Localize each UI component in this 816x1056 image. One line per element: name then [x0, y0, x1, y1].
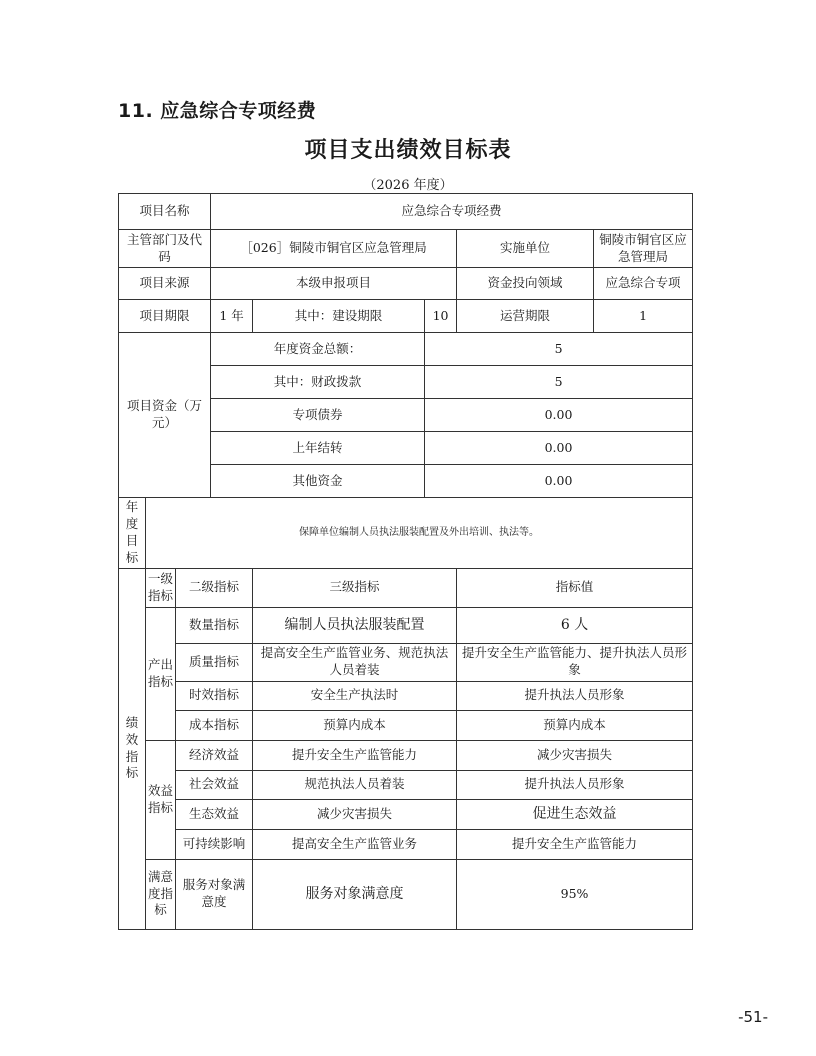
indicator-l3: 提高安全生产监管业务、规范执法人员着装	[253, 643, 457, 681]
indicator-l3: 规范执法人员着装	[253, 770, 457, 799]
source-label: 项目来源	[119, 268, 211, 300]
indicator-l3: 预算内成本	[253, 710, 457, 740]
indicator-l2: 数量指标	[176, 607, 253, 643]
page-title: 项目支出绩效目标表	[304, 138, 512, 163]
table-row	[119, 498, 693, 569]
table-row	[119, 230, 693, 268]
indicator-l2: 生态效益	[176, 799, 253, 829]
year-label: （2026 年度）	[363, 178, 453, 193]
build-label: 其中：建设期限	[253, 300, 425, 333]
table-row	[119, 740, 693, 770]
dept-label: 主管部门及代码	[119, 230, 211, 268]
benefit-label: 效益指标	[146, 740, 176, 859]
fund-row-value: 5	[425, 366, 693, 399]
indicator-l3: 服务对象满意度	[253, 859, 457, 929]
indicator-l2: 质量指标	[176, 643, 253, 681]
indicator-head-l2: 二级指标	[176, 568, 253, 607]
indicator-value: 促进生态效益	[457, 799, 693, 829]
table-row	[119, 829, 693, 859]
fund-row-label: 专项债券	[211, 399, 425, 432]
indicator-value: 95%	[457, 859, 693, 929]
table-row	[119, 194, 693, 230]
ops-label: 运营期限	[457, 300, 594, 333]
table-row	[119, 568, 693, 607]
period-label: 项目期限	[119, 300, 211, 333]
fund-row-label: 其中：财政拨款	[211, 366, 425, 399]
indicator-l3: 安全生产执法时	[253, 681, 457, 710]
fund-row-value: 0.00	[425, 399, 693, 432]
table-row	[119, 681, 693, 710]
indicator-l2: 时效指标	[176, 681, 253, 710]
direction-value: 应急综合专项	[594, 268, 693, 300]
table-row	[119, 770, 693, 799]
table-row	[119, 607, 693, 643]
direction-label: 资金投向领域	[457, 268, 594, 300]
table-row	[119, 799, 693, 829]
indicator-value: 预算内成本	[457, 710, 693, 740]
indicator-value: 提升执法人员形象	[457, 770, 693, 799]
indicator-l3: 减少灾害损失	[253, 799, 457, 829]
ops-value: 1	[594, 300, 693, 333]
fund-row-label: 上年结转	[211, 432, 425, 465]
table-row	[119, 643, 693, 681]
indicator-value: 减少灾害损失	[457, 740, 693, 770]
indicator-value: 提升执法人员形象	[457, 681, 693, 710]
fund-row-value: 0.00	[425, 465, 693, 498]
output-label: 产出指标	[146, 607, 176, 740]
project-name-value: 应急综合专项经费	[211, 194, 693, 230]
annual-goal-label: 年度目标	[119, 498, 146, 569]
impl-value: 铜陵市铜官区应急管理局	[594, 230, 693, 268]
table-row	[119, 300, 693, 333]
indicator-value: 提升安全生产监管能力	[457, 829, 693, 859]
section-title: 11. 应急综合专项经费	[118, 100, 317, 122]
table-row	[119, 268, 693, 300]
indicator-l3: 提升安全生产监管能力	[253, 740, 457, 770]
dept-value: ［026］铜陵市铜官区应急管理局	[211, 230, 457, 268]
indicator-l3: 编制人员执法服装配置	[253, 607, 457, 643]
indicator-value: 提升安全生产监管能力、提升执法人员形象	[457, 643, 693, 681]
indicator-outer-label: 绩效指标	[119, 568, 146, 929]
indicator-head-value: 指标值	[457, 568, 693, 607]
table-row	[119, 710, 693, 740]
performance-target-table	[118, 193, 693, 930]
fund-row-value: 0.00	[425, 432, 693, 465]
fund-row-label: 其他资金	[211, 465, 425, 498]
indicator-l2: 成本指标	[176, 710, 253, 740]
page-number: -51-	[738, 1008, 768, 1026]
indicator-value: 6 人	[457, 607, 693, 643]
indicator-l2: 可持续影响	[176, 829, 253, 859]
indicator-l2: 服务对象满意度	[176, 859, 253, 929]
source-value: 本级申报项目	[211, 268, 457, 300]
fund-row-value: 5	[425, 333, 693, 366]
indicator-l2: 经济效益	[176, 740, 253, 770]
indicator-l2: 社会效益	[176, 770, 253, 799]
indicator-head-l1: 一级指标	[146, 568, 176, 607]
impl-label: 实施单位	[457, 230, 594, 268]
funds-label: 项目资金（万元）	[119, 333, 211, 498]
table-row	[119, 859, 693, 929]
table-row	[119, 333, 693, 366]
fund-row-label: 年度资金总额：	[211, 333, 425, 366]
annual-goal-text: 保障单位编制人员执法服装配置及外出培训、执法等。	[146, 498, 693, 569]
indicator-head-l3: 三级指标	[253, 568, 457, 607]
indicator-l3: 提高安全生产监管业务	[253, 829, 457, 859]
build-value: 10	[425, 300, 457, 333]
satisfaction-label: 满意度指标	[146, 859, 176, 929]
period-value: 1 年	[211, 300, 253, 333]
project-name-label: 项目名称	[119, 194, 211, 230]
